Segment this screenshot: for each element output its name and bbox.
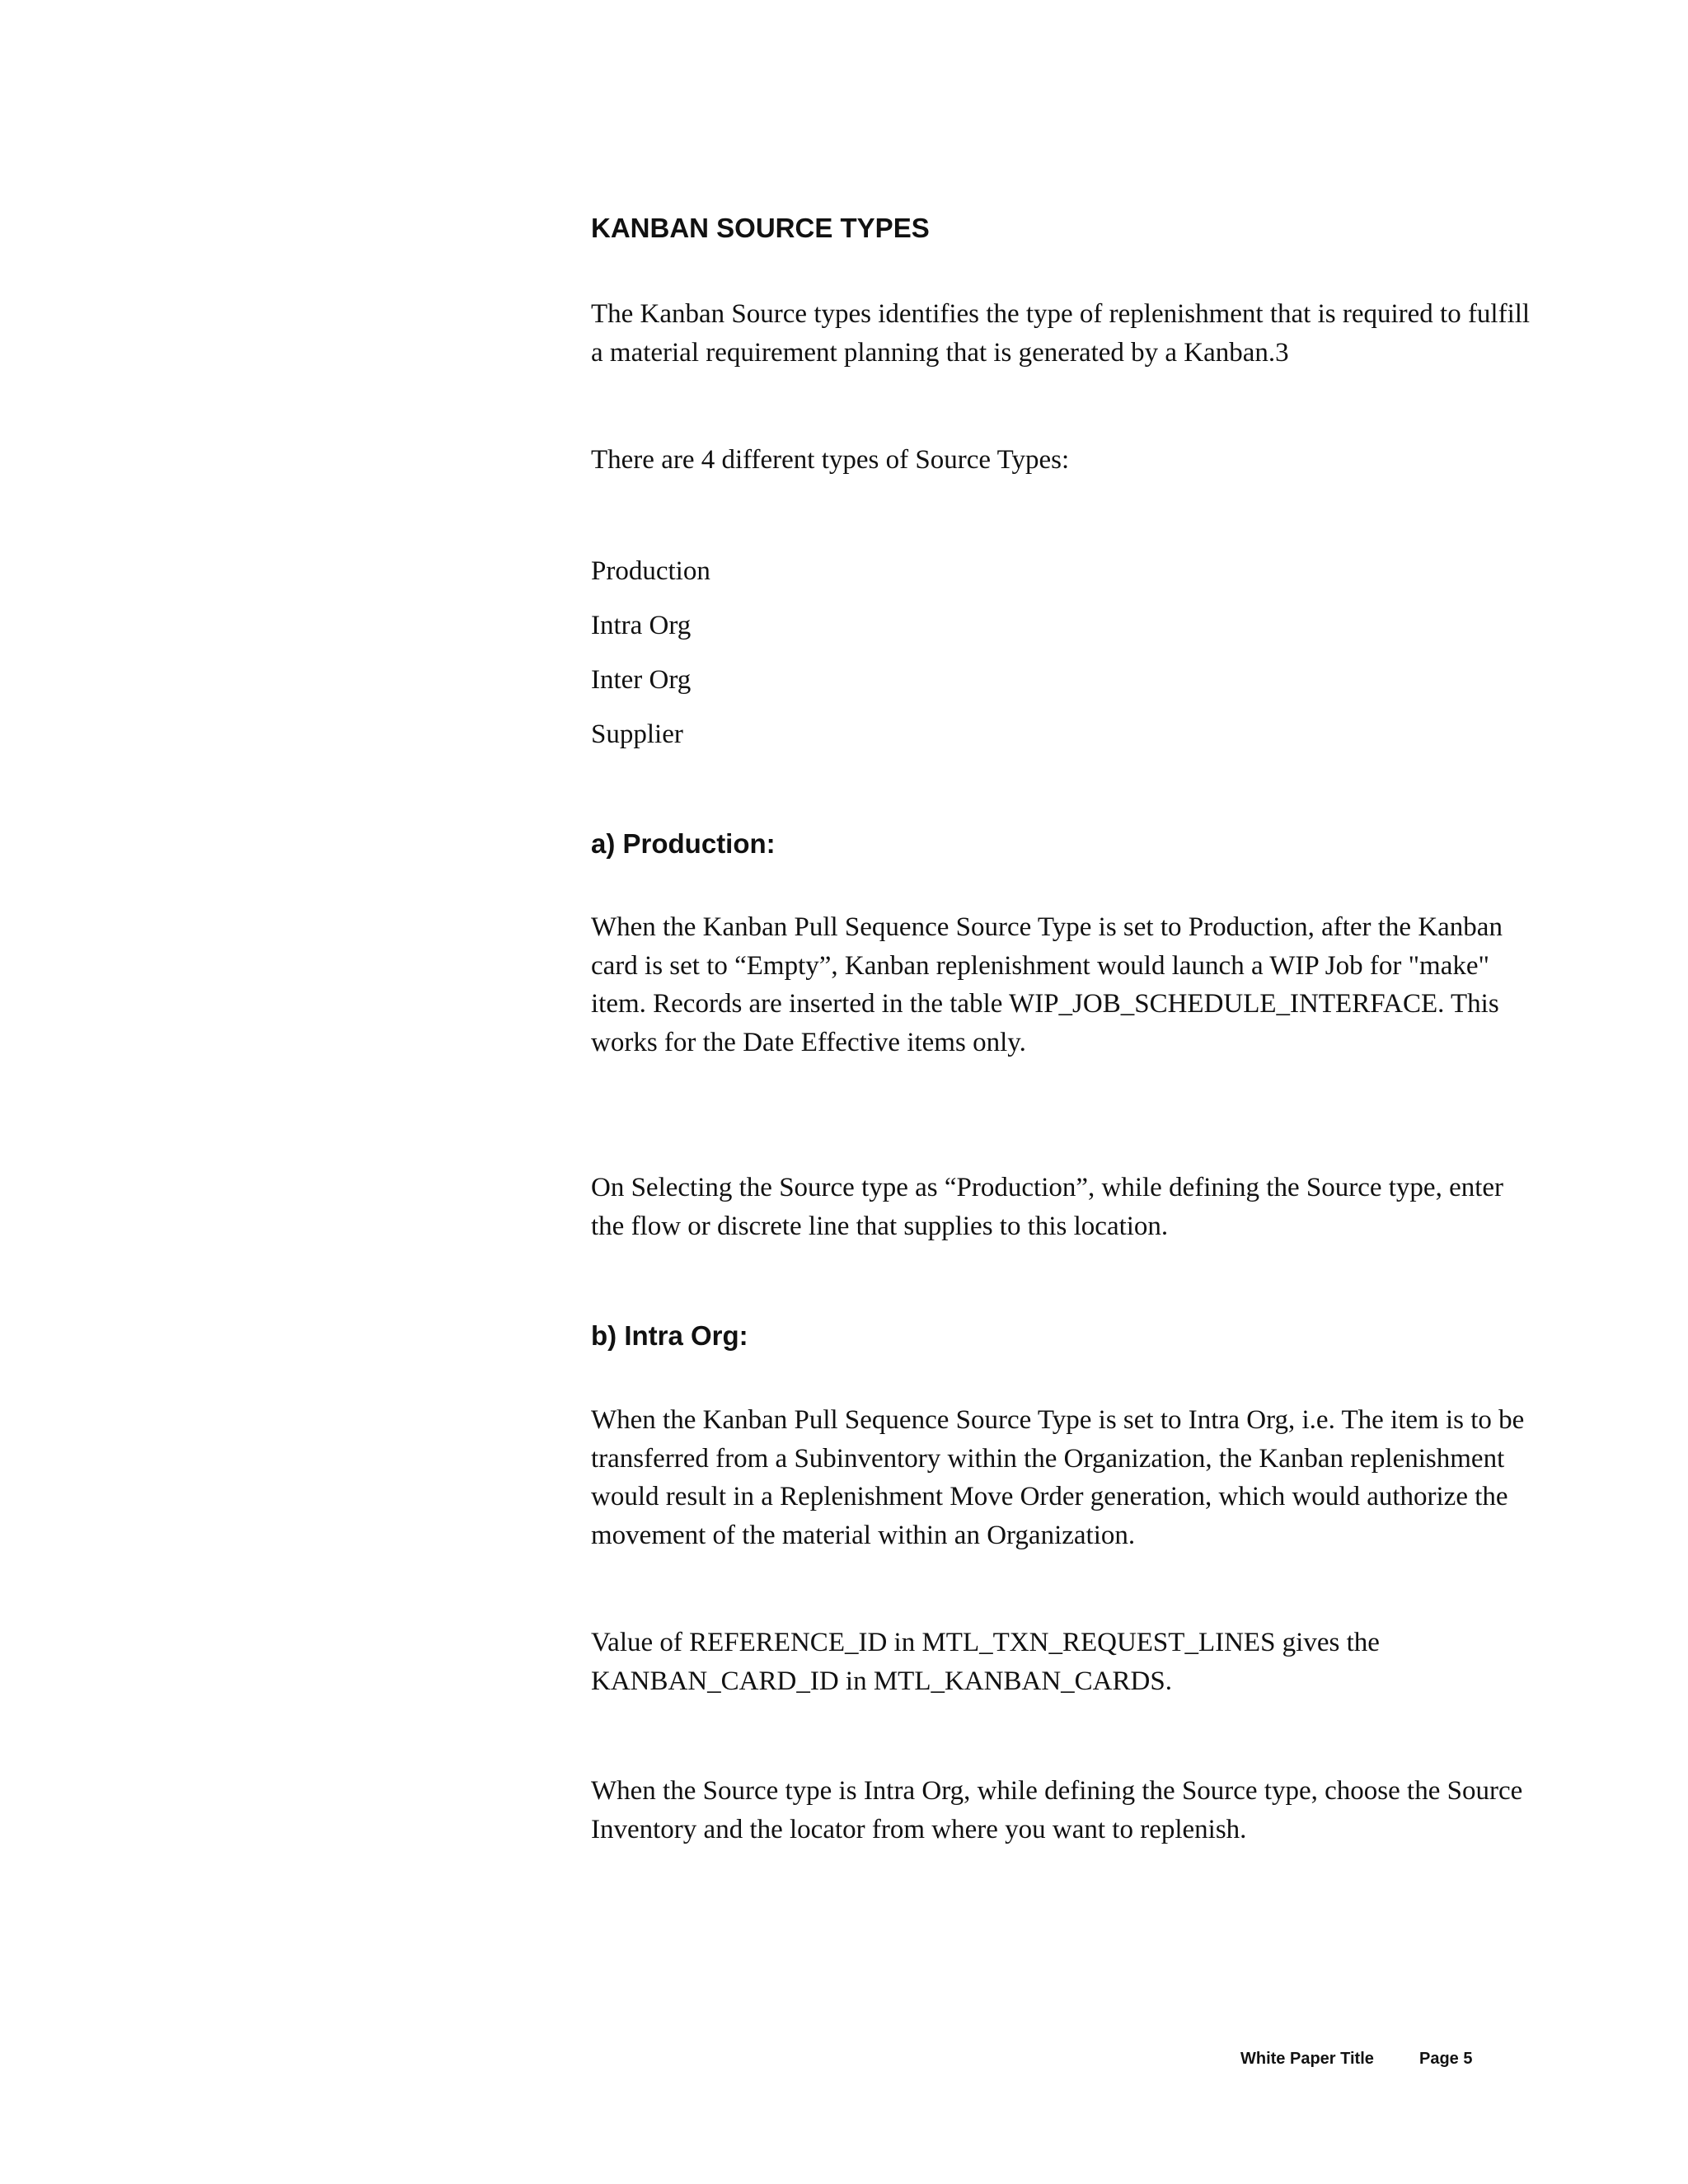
section-heading: KANBAN SOURCE TYPES — [591, 213, 930, 243]
production-heading: a) Production: — [591, 828, 776, 859]
list-item: Intra Org — [591, 611, 692, 640]
production-paragraph-2: On Selecting the Source type as “Production”, while defining the Source type, enter the flow or discrete line that supplies to this location. — [591, 1173, 1504, 1241]
footer-page-number: Page 5 — [1419, 2050, 1473, 2068]
footer-title: White Paper Title — [1240, 2050, 1374, 2068]
list-item: Inter Org — [591, 665, 692, 695]
list-item: Supplier — [591, 719, 683, 749]
intra-org-paragraph-3: When the Source type is Intra Org, while defining the Source type, choose the Source Inventory and the locator from where you want to replenish. — [591, 1776, 1523, 1844]
list-item: Production — [591, 556, 710, 586]
intra-org-paragraph-2: Value of REFERENCE_ID in MTL_TXN_REQUEST_LINES gives the KANBAN_CARD_ID in MTL_KANBAN_CARDS. — [591, 1628, 1380, 1696]
intra-org-heading: b) Intra Org: — [591, 1320, 748, 1351]
intra-org-paragraph-1: When the Kanban Pull Sequence Source Type is set to Intra Org, i.e. The item is to be transferred from a Subinventory within the Organization, the Kanban replenishment would result in a Replenishment Move Order generation, which would authorize the movement of the material within an Organization. — [591, 1405, 1525, 1550]
intro-paragraph: The Kanban Source types identifies the type of replenishment that is required to fulfill a material requirement planning that is generated by a Kanban.3 — [591, 299, 1531, 368]
production-paragraph-1: When the Kanban Pull Sequence Source Type is set to Production, after the Kanban card is set to “Empty”, Kanban replenishment would launch a WIP Job for "make" item. Records are inserted in the table WIP_JOB_SCHEDULE_INTERFACE. This works for the Date Effective items only. — [591, 912, 1503, 1057]
types-intro-paragraph: There are 4 different types of Source Types: — [591, 445, 1070, 475]
